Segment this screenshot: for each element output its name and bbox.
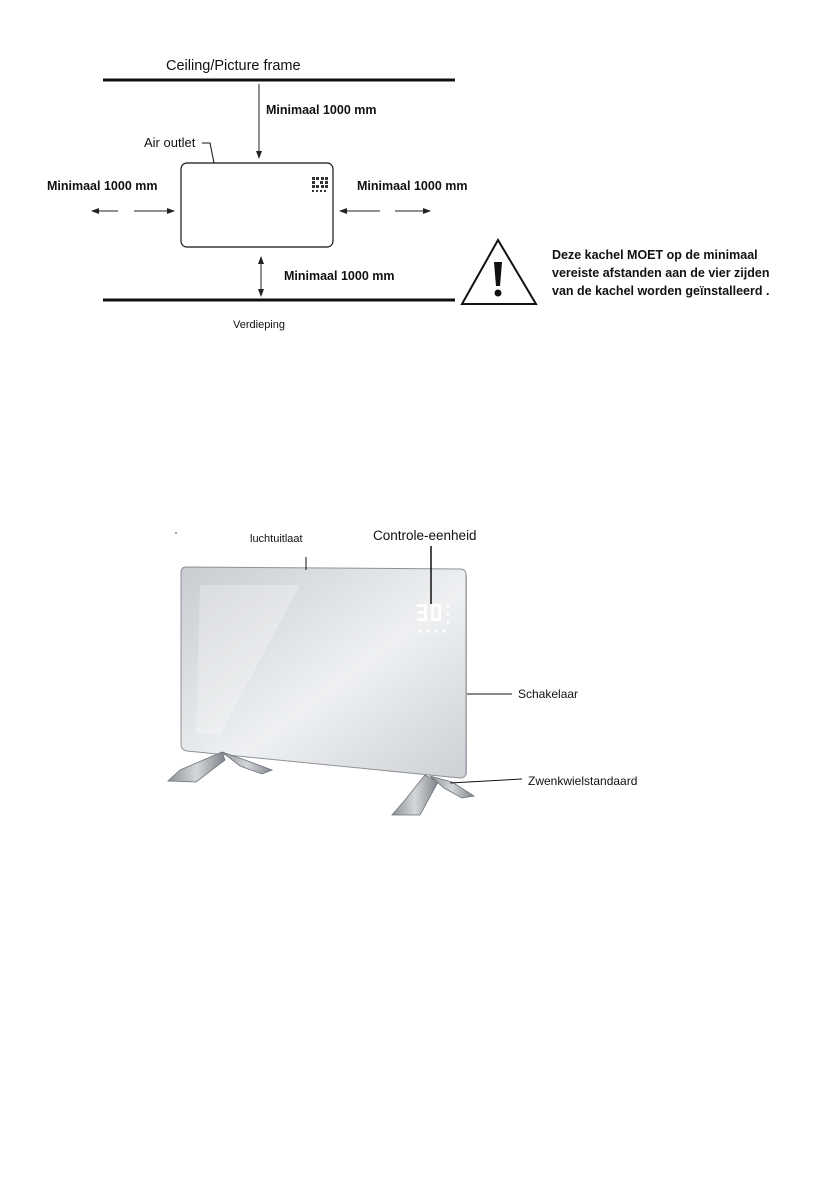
air-outlet-leader (202, 143, 214, 163)
stand-leader (450, 779, 522, 783)
luchtuitlaat-label: luchtuitlaat (250, 533, 303, 545)
left-distance-label: Minimaal 1000 mm (47, 179, 158, 193)
warning-line: van de kachel worden geïnstalleerd . (552, 284, 770, 298)
ceiling-label: Ceiling/Picture frame (166, 58, 301, 74)
bottom-distance-label: Minimaal 1000 mm (284, 269, 395, 283)
heater-outline (181, 163, 333, 247)
floor-label: Verdieping (233, 319, 285, 331)
control-unit-label: Controle-eenheid (373, 528, 477, 543)
switch-label: Schakelaar (518, 687, 579, 701)
warning-line: Deze kachel MOET op de minimaal (552, 248, 758, 262)
right-distance-label: Minimaal 1000 mm (357, 179, 468, 193)
warning-text (552, 246, 769, 300)
air-outlet-label: Air outlet (144, 135, 196, 150)
exclamation-triangle-icon (462, 240, 536, 304)
stand-label: Zwenkwielstandaard (528, 774, 638, 788)
top-distance-label: Minimaal 1000 mm (266, 103, 377, 117)
warning-line: vereiste afstanden aan de vier zijden (552, 266, 770, 280)
stray-dot (175, 532, 177, 534)
right-stand (392, 775, 474, 815)
